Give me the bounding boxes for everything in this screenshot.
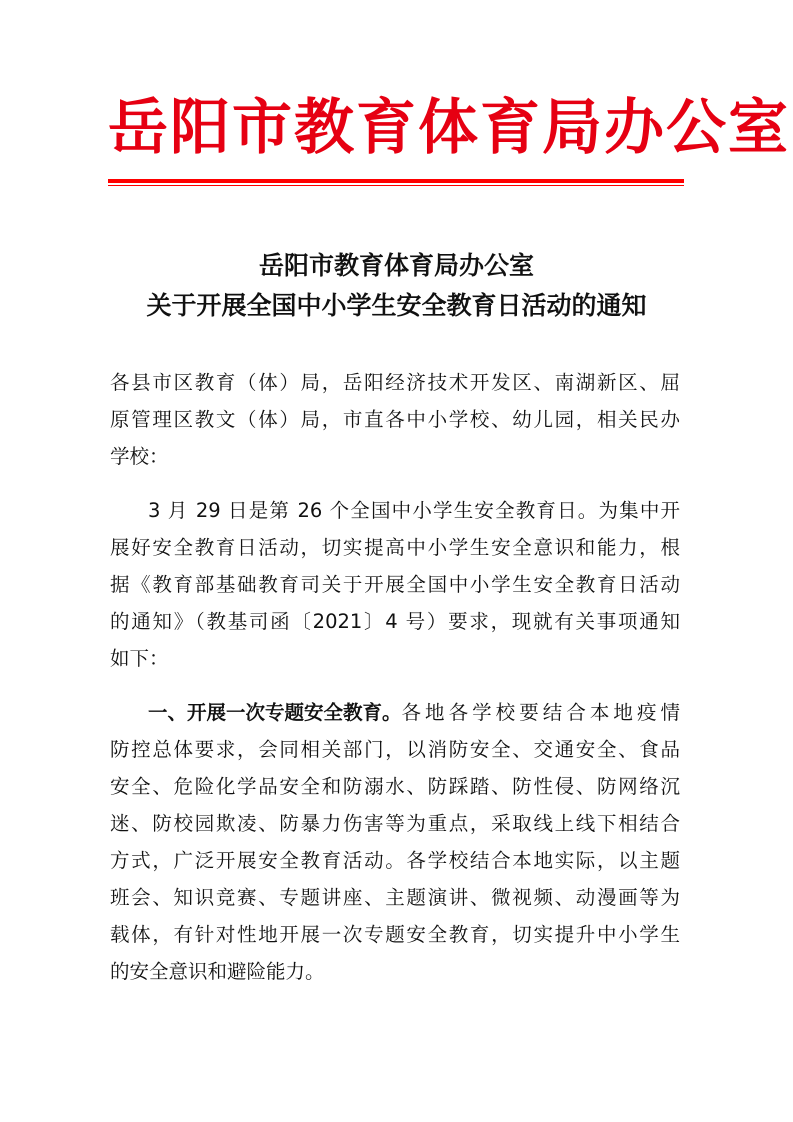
- intro-line: 的通知》（教基司函〔2021〕4 号）要求，现就有关事项通知: [110, 610, 680, 633]
- addressee-line: 原管理区教文（体）局，市直各中小学校、幼儿园，相关民办: [110, 408, 680, 431]
- addressee-line: 学校：: [110, 445, 169, 468]
- document-title-line2: 关于开展全国中小学生安全教育日活动的通知: [146, 291, 647, 320]
- section1-line: 方式，广泛开展安全教育活动。各学校结合本地实际，以主题: [110, 849, 680, 872]
- intro-line: 3 月 29 日是第 26 个全国中小学生安全教育日。为集中开: [148, 499, 680, 522]
- section1-line: 各地各学校要结合本地疫情: [401, 701, 680, 724]
- intro-line: 据《教育部基础教育司关于开展全国中小学生安全教育日活动: [110, 573, 680, 596]
- section1-line: 的安全意识和避险能力。: [110, 960, 325, 983]
- red-divider-thick: [108, 179, 684, 183]
- addressee-line: 各县市区教育（体）局，岳阳经济技术开发区、南湖新区、屈: [110, 371, 680, 394]
- section1-first-line: [148, 700, 680, 726]
- document-title-line1: 岳阳市教育体育局办公室: [258, 251, 534, 280]
- section1-line: 迷、防校园欺凌、防暴力伤害等为重点，采取线上线下相结合: [110, 812, 680, 835]
- masthead-title: 岳阳市教育体育局办公室: [108, 93, 790, 163]
- section1-heading: 一、开展一次专题安全教育。: [148, 701, 402, 724]
- section1-line: 班会、知识竞赛、专题讲座、主题演讲、微视频、动漫画等为: [110, 886, 680, 909]
- section1-line: 防控总体要求，会同相关部门，以消防安全、交通安全、食品: [110, 738, 680, 761]
- section1-line: 安全、危险化学品安全和防溺水、防踩踏、防性侵、防网络沉: [110, 775, 680, 798]
- intro-line: 展好安全教育日活动，切实提高中小学生安全意识和能力，根: [110, 536, 680, 559]
- red-divider-thin: [108, 185, 684, 186]
- section1-line: 载体，有针对性地开展一次专题安全教育，切实提升中小学生: [110, 923, 680, 946]
- intro-line: 如下：: [110, 647, 169, 670]
